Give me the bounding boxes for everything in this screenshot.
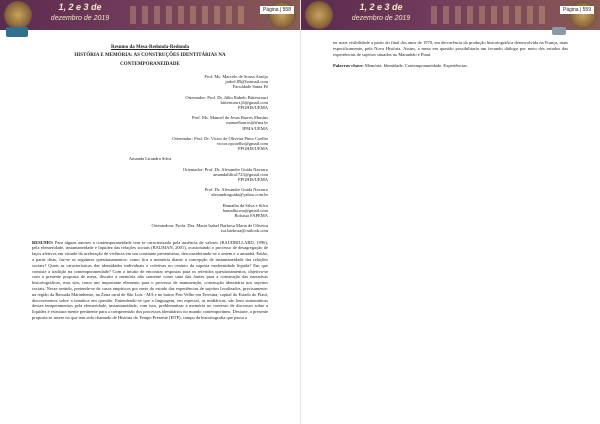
journal-logo	[6, 27, 28, 37]
keywords-text: Memória. Identidade. Contemporaneidade. Experiências.	[364, 63, 468, 69]
author-affiliation: PPGHIS/UEMA	[237, 105, 268, 111]
main-title-line-1: HISTÓRIA E MEMÓRIA: AS CONSTRUÇÕES IDENTITÁRIAS NA	[74, 53, 226, 58]
banner-decoration	[431, 6, 551, 24]
author-name: Hamalha da Silva e Silva	[222, 202, 268, 208]
author-affiliation: Bolsista FAPEMA	[234, 213, 268, 219]
journal-logo-right	[552, 27, 566, 35]
page-number: Página | 558	[260, 6, 294, 14]
author-name: Prof. Ms. Marcelo de Sousa Araújo	[204, 74, 268, 79]
section-title: Resumo da Mesa-Redonda-Redonda	[110, 45, 190, 50]
orientadora-block	[32, 223, 268, 233]
author-list	[32, 74, 268, 218]
author-block	[32, 74, 268, 90]
author-block	[32, 136, 268, 152]
author-name: Orientador: Prof. Dr. Alexandre Guida Navarro	[182, 166, 268, 172]
author-email: bittencourt.jb@gmail.com	[220, 99, 268, 105]
right-content	[333, 40, 568, 414]
author-email: hamalha.ma@gmail.com	[222, 207, 268, 213]
author-block	[32, 115, 268, 131]
abstract-label: RESUMO:	[32, 239, 54, 245]
author-affiliation: Faculdade Santa Fé	[232, 84, 268, 90]
author-email: manoelbarros@ifma.br	[226, 120, 268, 126]
author-block	[32, 156, 268, 161]
event-dates-sub: dezembro de 2019	[50, 15, 110, 22]
event-title	[40, 2, 120, 24]
keywords-label: Palavras-chave:	[333, 63, 364, 69]
event-banner-right	[301, 0, 600, 30]
author-name: Prof. Dr. Alexandre Guida Navarro	[204, 187, 268, 193]
author-block	[32, 95, 268, 111]
event-banner	[0, 0, 300, 30]
logo-emblem-icon	[4, 1, 32, 29]
event-dates: 1, 2 e 3 de	[359, 2, 403, 12]
author-affiliation: PPGHIS/UEMA	[237, 146, 268, 152]
keywords	[333, 63, 568, 69]
event-title-right	[341, 2, 421, 24]
author-block	[32, 187, 268, 197]
author-email: amandalilira1723@gmail.com	[213, 171, 268, 177]
abstract-text: Para alguns autores a contemporaneidade tem se caracterizado pela ausência de valores (BAUDRILLARD, 1996), pela efemeridade, instantaneidade e liquidez das relações sociais (BAUMAN, 2001), ocasionando o processo de desagregação de laços afetivos em virtude da aceleração de vivência em um constante presentismo, desconsiderando-se o ontem e o amanhã. Então, a partir disto, faz-se os seguintes questionamentos: como fica a memória diante a concepção de instantaneidade das relações sociais? Quais as características das identidades individuais e coletivas no cenário da suposta modernidade líquida? Em que consiste a tradição na contemporaneidade? Com o intuito de encontrar respostas para os referidos questionamentos, objetiva-se com a presente proposta de mesa, discutir a memória não somente como uma das fontes para a construção das narrativas historiográficas, mas sim, como um importante elemento para o processo de manutenção, construção identitária nos sujeitos sociais. Nesse sentido, pretende-se de casos empíricos por meio do estudo das experiências de sujeitos localizados, precisamente: na região da Baixada Maranhense, na Zona rural de São Luís - MA e no bairro Poti Velho em Teresina, capital do Estado do Piauí, discorreremos sobre a temática em questão. Entendendo-se que a linguagem, em especial, as midiáticas, são bem sintomáticas desses temporamentos pela efemeridade, instantaneidade, com isso, problematizar a memória no contexto de discursos sobre a liquidez é estrutura mente pertinente para a compreensão dos processos identitários no mundo contemporâneo. Destarte, a presente proposta se insere no que tem sido chamado de História do Tempo Presente (HTP), campo da historiografia que passa a	[32, 239, 269, 321]
page-number-right: Página | 559	[560, 6, 594, 14]
orientadora-name: Orientadora: Profa. Dra. Maria Isabel Barbosa Maria de Oliveira	[151, 223, 268, 229]
author-affiliation: IFMA/UEMA	[242, 125, 268, 131]
event-dates: 1, 2 e 3 de	[58, 2, 102, 12]
orientadora-email: isa.barbosa@outlook.com	[221, 228, 268, 234]
main-title-line-2: CONTEMPORANEIDADE	[120, 62, 180, 67]
author-affiliation: PPGHIS/UEMA	[237, 177, 268, 183]
left-content	[32, 44, 268, 414]
author-name: Amanda Lirandra Silva	[128, 156, 172, 162]
author-email: alexandroguida@yahoo.com.br	[211, 192, 268, 198]
author-email: jarkel.89@hotmail.com	[225, 79, 268, 85]
abstract-continuation: ter mais visibilidade a partir do final dos anos de 1970, em decorrência da produção historiográfica desenvolvida na França, mais especificamente, pela Nova História. Assim, a mesa em questão possibilitaria um fecundo diálogo por meio dos estudos das experiências de sujeitos situados no Maranhão e Piauí.	[333, 40, 568, 57]
author-email: victor.opcoelho@gmail.com	[216, 141, 268, 147]
page-right	[300, 0, 600, 424]
author-name: Orientador: Prof. Dr. Júlio Rabelo Bittencourt	[185, 94, 268, 100]
banner-decoration	[130, 6, 250, 24]
logo-emblem-icon	[305, 1, 333, 29]
author-name: Prof. Ms. Manoel de Jesus Barros Martins	[192, 115, 268, 121]
abstract	[32, 240, 268, 321]
author-block	[32, 167, 268, 183]
author-name: Orientador: Prof. Dr. Victor de Oliveira Pinto Coelho	[172, 135, 268, 141]
event-dates-sub: dezembro de 2019	[351, 15, 411, 22]
author-block	[32, 203, 268, 219]
